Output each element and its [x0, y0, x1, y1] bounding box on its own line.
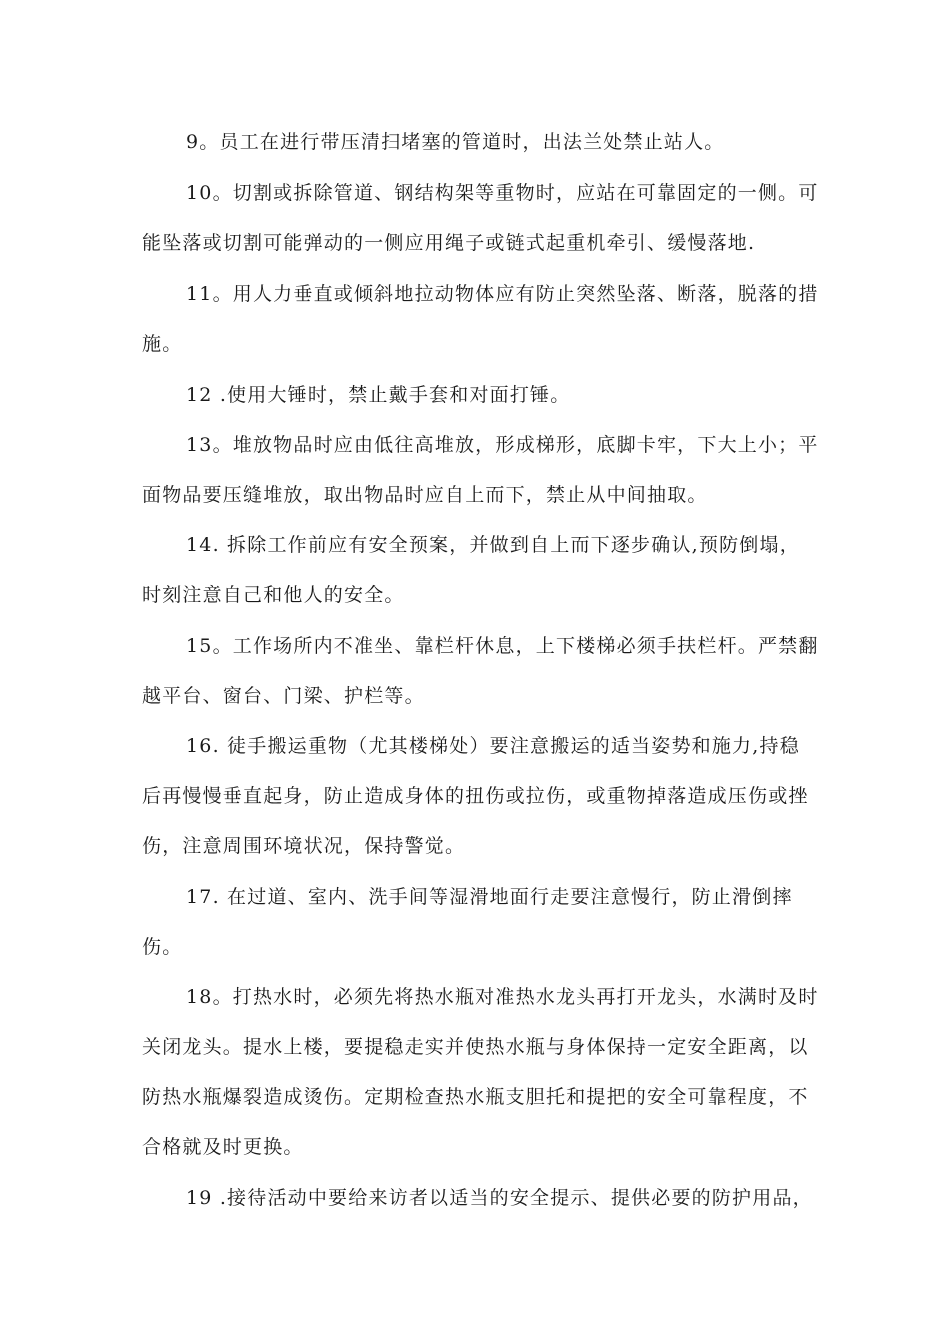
text-line: 9。员工在进行带压清扫堵塞的管道时，出法兰处禁止站人。: [186, 131, 725, 153]
text-line: 关闭龙头。提水上楼，要提稳走实并使热水瓶与身体保持一定安全距离，以: [142, 1036, 809, 1058]
text-line: 防热水瓶爆裂造成烫伤。定期检查热水瓶支胆托和提把的安全可靠程度，不: [142, 1086, 809, 1108]
text-line: 后再慢慢垂直起身，防止造成身体的扭伤或拉伤，或重物掉落造成压伤或挫: [142, 785, 809, 807]
text-line: 伤。: [142, 936, 183, 958]
text-line: 施。: [142, 333, 183, 355]
text-line: 17. 在过道、室内、洗手间等湿滑地面行走要注意慢行，防止滑倒摔: [186, 886, 793, 908]
text-line: 11。用人力垂直或倾斜地拉动物体应有防止突然坠落、断落，脱落的措: [186, 283, 819, 305]
text-line: 伤，注意周围环境状况，保持警觉。: [142, 835, 466, 857]
text-line: 14. 拆除工作前应有安全预案，并做到自上而下逐步确认,预防倒塌，: [186, 534, 800, 556]
text-line: 19 .接待活动中要给来访者以适当的安全提示、提供必要的防护用品，: [186, 1187, 813, 1209]
text-line: 18。打热水时，必须先将热水瓶对准热水龙头再打开龙头，水满时及时: [186, 986, 819, 1008]
text-line: 时刻注意自己和他人的安全。: [142, 584, 405, 606]
text-line: 合格就及时更换。: [142, 1136, 304, 1158]
text-line: 10。切割或拆除管道、钢结构架等重物时，应站在可靠固定的一侧。可: [186, 182, 819, 204]
text-line: 能坠落或切割可能弹动的一侧应用绳子或链式起重机牵引、缓慢落地.: [142, 232, 756, 254]
text-line: 12 .使用大锤时，禁止戴手套和对面打锤。: [186, 384, 571, 406]
text-line: 13。堆放物品时应由低往高堆放，形成梯形，底脚卡牢，下大上小；平: [186, 434, 819, 456]
text-line: 16. 徒手搬运重物（尤其楼梯处）要注意搬运的适当姿势和施力,持稳: [186, 735, 800, 757]
text-line: 越平台、窗台、门梁、护栏等。: [142, 685, 425, 707]
text-line: 面物品要压缝堆放，取出物品时应自上而下，禁止从中间抽取。: [142, 484, 708, 506]
text-line: 15。工作场所内不准坐、靠栏杆休息，上下楼梯必须手扶栏杆。严禁翻: [186, 635, 819, 657]
